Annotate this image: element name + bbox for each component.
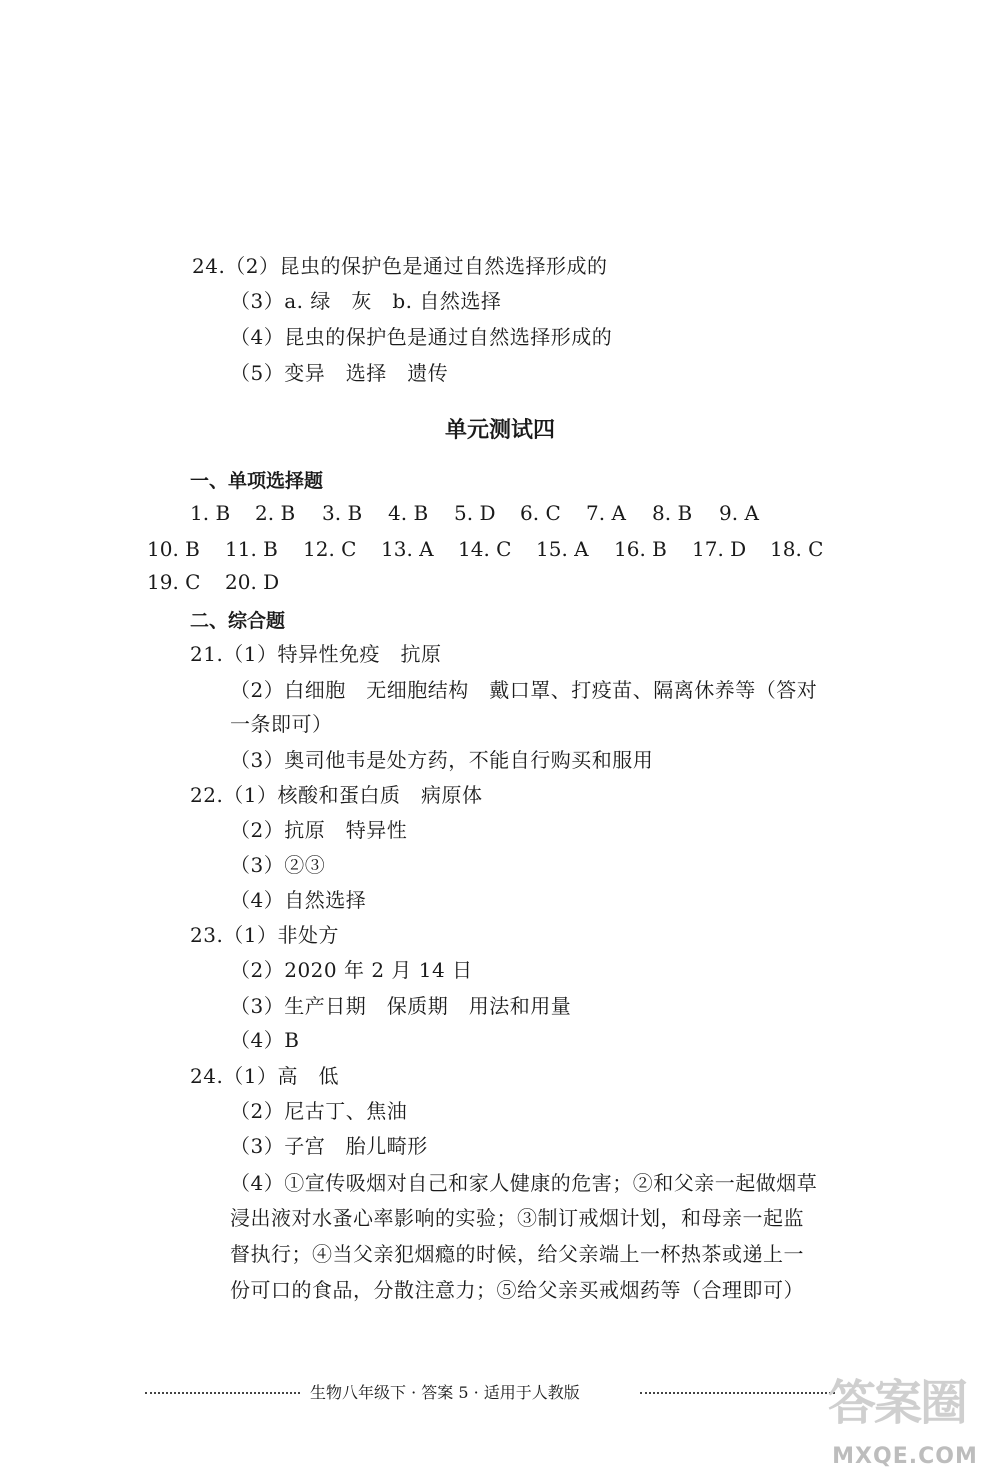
mc-answer: 16. B (614, 537, 667, 561)
footer-dots-right (640, 1392, 835, 1394)
q22-line-4: （4）自然选择 (230, 888, 367, 912)
q22-line-3: （3）②③ (230, 853, 326, 877)
q23-line-3: （3）生产日期 保质期 用法和用量 (230, 994, 572, 1018)
section-multiple-choice: 一、单项选择题 (190, 470, 324, 492)
mc-answer: 14. C (458, 537, 512, 561)
q24b-line-2: （2）尼古丁、焦油 (230, 1099, 408, 1123)
footer-text: 生物八年级下 · 答案 5 · 适用于人教版 (310, 1383, 580, 1402)
mc-answer: 3. B (322, 501, 363, 525)
mc-answer: 13. A (381, 537, 434, 561)
q22-line-1: 22.（1）核酸和蛋白质 病原体 (190, 783, 483, 807)
q21-line-2: （2）白细胞 无细胞结构 戴口罩、打疫苗、隔离休养等（答对 (230, 678, 818, 702)
mc-answer: 12. C (303, 537, 357, 561)
page-footer (145, 1380, 835, 1404)
watermark (820, 1364, 990, 1469)
q24b-line-7: 份可口的食品，分散注意力；⑤给父亲买戒烟药等（合理即可） (230, 1278, 804, 1302)
section-comprehensive: 二、综合题 (190, 610, 286, 632)
footer-dots-left (145, 1392, 300, 1394)
mc-answer: 1. B (190, 501, 231, 525)
q22-line-2: （2）抗原 特异性 (230, 818, 408, 842)
q24b-line-6: 督执行；④当父亲犯烟瘾的时候，给父亲端上一杯热茶或递上一 (230, 1242, 804, 1266)
mc-answer: 18. C (770, 537, 824, 561)
mc-answer: 10. B (147, 537, 200, 561)
unit-test-title: 单元测试四 (444, 418, 555, 443)
mc-answer: 19. C (147, 570, 201, 594)
q23-line-2: （2）2020 年 2 月 14 日 (230, 958, 473, 982)
q24b-line-4: （4）①宣传吸烟对自己和家人健康的危害；②和父亲一起做烟草 (230, 1171, 818, 1195)
mc-answer: 11. B (225, 537, 278, 561)
mc-answer: 7. A (586, 501, 626, 525)
q24a-line-2: （3）a. 绿 灰 b. 自然选择 (230, 289, 502, 313)
mc-answer: 15. A (536, 537, 589, 561)
q24a-line-4: （5）变异 选择 遗传 (230, 361, 449, 385)
mc-answer: 17. D (692, 537, 747, 561)
q23-line-1: 23.（1）非处方 (190, 923, 340, 947)
mc-answer: 2. B (255, 501, 296, 525)
mc-answer: 4. B (388, 501, 429, 525)
q21-line-3: 一条即可） (230, 712, 333, 736)
q23-line-4: （4）B (230, 1028, 300, 1052)
q21-line-4: （3）奥司他韦是处方药，不能自行购买和服用 (230, 748, 654, 772)
mc-answer: 5. D (454, 501, 496, 525)
q24a-line-1: 24.（2）昆虫的保护色是通过自然选择形成的 (192, 254, 608, 278)
mc-answer: 9. A (719, 501, 759, 525)
q24b-line-1: 24.（1）高 低 (190, 1064, 340, 1088)
mc-answer: 6. C (520, 501, 561, 525)
q24a-line-3: （4）昆虫的保护色是通过自然选择形成的 (230, 325, 613, 349)
mc-answer: 8. B (652, 501, 693, 525)
watermark-seal: 答案圈 (828, 1375, 967, 1431)
q21-line-1: 21.（1）特异性免疫 抗原 (190, 642, 442, 666)
q24b-line-3: （3）子宫 胎儿畸形 (230, 1134, 428, 1158)
mc-answer: 20. D (225, 570, 280, 594)
watermark-text: MXQE.COM (832, 1444, 978, 1469)
q24b-line-5: 浸出液对水蚤心率影响的实验；③制订戒烟计划，和母亲一起监 (230, 1206, 804, 1230)
